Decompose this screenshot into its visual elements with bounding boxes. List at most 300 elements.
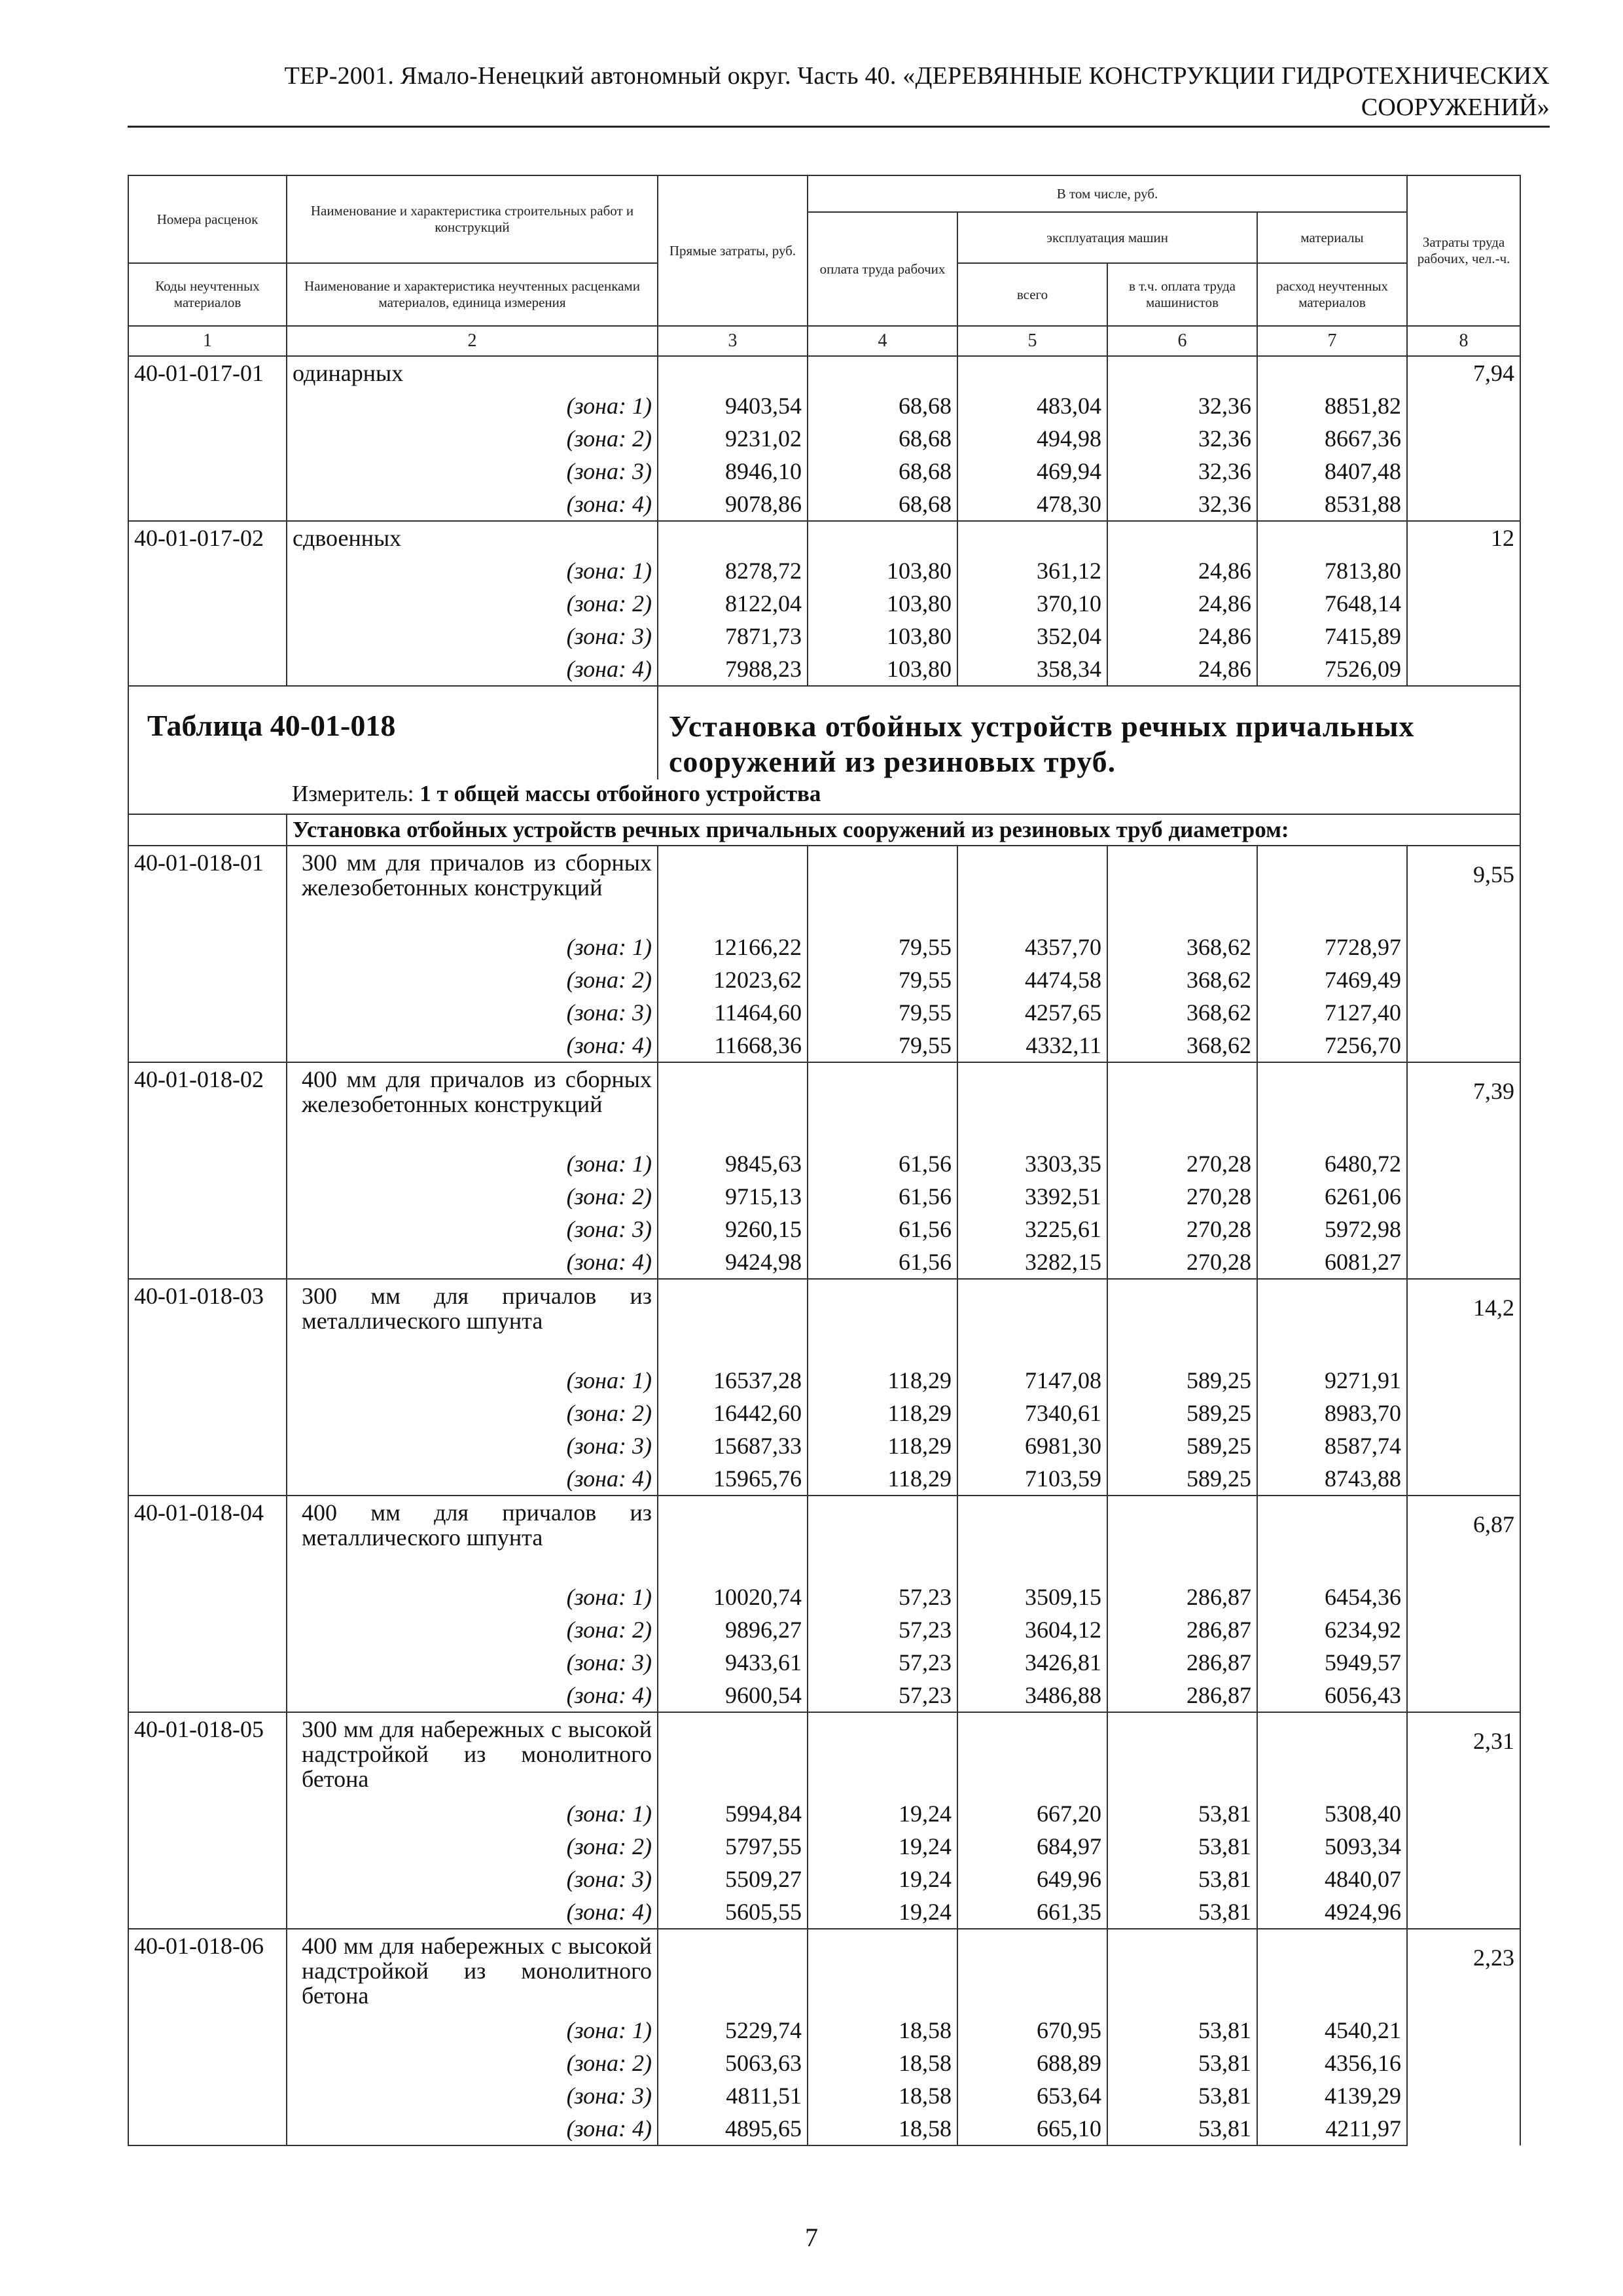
empty-cell	[808, 356, 957, 389]
wages-value: 57,23	[808, 1646, 957, 1679]
table-row	[128, 2047, 1520, 2079]
work-name-text: одинарных	[293, 360, 404, 386]
drivers-value: 368,62	[1107, 996, 1257, 1029]
empty-cell	[128, 1029, 287, 1062]
work-name-text: 300 мм для причалов из металлического шпунта	[302, 1283, 652, 1334]
zone-label: (зона: 2)	[287, 2047, 658, 2079]
rate-code: 40-01-018-05	[128, 1712, 287, 1797]
materials-value: 7728,97	[1257, 931, 1407, 963]
empty-cell	[808, 521, 957, 554]
table-row	[128, 1029, 1520, 1062]
empty-cell	[658, 1496, 808, 1581]
materials-value: 4840,07	[1257, 1863, 1407, 1895]
materials-value: 7526,09	[1257, 653, 1407, 686]
zone-label: (зона: 4)	[287, 1462, 658, 1496]
zone-label: (зона: 3)	[287, 1429, 658, 1462]
table-018-heading	[128, 686, 1520, 846]
materials-value: 5093,34	[1257, 1830, 1407, 1863]
drivers-value: 53,81	[1107, 1863, 1257, 1895]
machines-value: 649,96	[957, 1863, 1107, 1895]
wages-value: 118,29	[808, 1364, 957, 1397]
wages-value: 118,29	[808, 1429, 957, 1462]
table-row	[128, 1364, 1520, 1397]
table-row	[128, 1863, 1520, 1895]
zone-label: (зона: 3)	[287, 620, 658, 653]
table-row	[128, 963, 1520, 996]
table-row	[128, 1797, 1520, 1830]
wages-value: 57,23	[808, 1581, 957, 1613]
table-header	[128, 175, 1520, 356]
zone-label: (зона: 4)	[287, 1029, 658, 1062]
direct-costs-value: 7871,73	[658, 620, 808, 653]
machines-value: 3303,35	[957, 1147, 1107, 1180]
rate-code: 40-01-017-02	[128, 521, 287, 554]
materials-value: 5949,57	[1257, 1646, 1407, 1679]
drivers-value: 32,36	[1107, 422, 1257, 455]
empty-cell	[957, 521, 1107, 554]
drivers-value: 53,81	[1107, 1895, 1257, 1929]
direct-costs-value: 15687,33	[658, 1429, 808, 1462]
empty-cell	[128, 1646, 287, 1679]
table-row	[128, 620, 1520, 653]
machines-value: 684,97	[957, 1830, 1107, 1863]
wages-value: 19,24	[808, 1797, 957, 1830]
machines-value: 469,94	[957, 455, 1107, 488]
empty-cell	[128, 931, 287, 963]
rates-table	[128, 175, 1521, 2146]
table-row	[128, 488, 1520, 521]
wages-value: 79,55	[808, 963, 957, 996]
empty-cell	[1107, 1062, 1257, 1147]
drivers-value: 53,81	[1107, 2112, 1257, 2145]
wages-value: 68,68	[808, 389, 957, 422]
empty-cell	[957, 1929, 1107, 2014]
header-machines-total: всего	[957, 263, 1107, 326]
table-number: Таблица 40-01-018	[147, 709, 396, 742]
drivers-value: 368,62	[1107, 963, 1257, 996]
column-numbers-row	[128, 326, 1520, 356]
table-row	[128, 587, 1520, 620]
direct-costs-value: 9600,54	[658, 1679, 808, 1712]
rate-code: 40-01-018-03	[128, 1279, 287, 1364]
wages-value: 61,56	[808, 1147, 957, 1180]
empty-cell	[1257, 1496, 1407, 1581]
work-name	[287, 1279, 658, 1364]
direct-costs-value: 9231,02	[658, 422, 808, 455]
direct-costs-value: 11464,60	[658, 996, 808, 1029]
drivers-value: 270,28	[1107, 1147, 1257, 1180]
empty-cell	[128, 2112, 287, 2145]
machines-value: 667,20	[957, 1797, 1107, 1830]
direct-costs-value: 4895,65	[658, 2112, 808, 2145]
wages-value: 61,56	[808, 1180, 957, 1213]
zone-label: (зона: 4)	[287, 653, 658, 686]
zone-label: (зона: 2)	[287, 963, 658, 996]
wages-value: 18,58	[808, 2047, 957, 2079]
drivers-value: 24,86	[1107, 653, 1257, 686]
machines-value: 4357,70	[957, 931, 1107, 963]
column-number: 1	[128, 326, 287, 356]
header-wages: оплата труда рабочих	[808, 212, 957, 326]
wages-value: 103,80	[808, 587, 957, 620]
column-number: 5	[957, 326, 1107, 356]
direct-costs-value: 9403,54	[658, 389, 808, 422]
zone-label: (зона: 3)	[287, 996, 658, 1029]
empty-cell	[128, 1429, 287, 1462]
zone-label: (зона: 4)	[287, 1895, 658, 1929]
zone-label: (зона: 4)	[287, 1679, 658, 1712]
table-title-line-2: сооружений из резиновых труб.	[669, 745, 1116, 778]
empty-cell	[128, 1246, 287, 1279]
machines-value: 7340,61	[957, 1397, 1107, 1429]
work-name	[287, 356, 658, 389]
materials-value: 8667,36	[1257, 422, 1407, 455]
wages-value: 57,23	[808, 1679, 957, 1712]
work-name	[287, 1929, 658, 2014]
empty-cell	[957, 846, 1107, 931]
zone-label: (зона: 1)	[287, 1581, 658, 1613]
materials-value: 8587,74	[1257, 1429, 1407, 1462]
machines-value: 665,10	[957, 2112, 1107, 2145]
empty-cell	[128, 488, 287, 521]
machines-value: 670,95	[957, 2014, 1107, 2047]
header-material-name: Наименование и характеристика неучтенных расценками материалов, единица измерения	[287, 263, 658, 326]
materials-value: 7469,49	[1257, 963, 1407, 996]
wages-value: 118,29	[808, 1462, 957, 1496]
work-name-text: 400 мм для набережных с высокой надстройкой из монолитного бетона	[302, 1933, 652, 2009]
machines-value: 3509,15	[957, 1581, 1107, 1613]
empty-cell	[128, 1581, 287, 1613]
header-direct-costs: Прямые затраты, руб.	[658, 175, 808, 326]
direct-costs-value: 12023,62	[658, 963, 808, 996]
materials-value: 5308,40	[1257, 1797, 1407, 1830]
column-number: 6	[1107, 326, 1257, 356]
materials-value: 6234,92	[1257, 1613, 1407, 1646]
direct-costs-value: 12166,22	[658, 931, 808, 963]
empty-cell	[128, 2079, 287, 2112]
machines-value: 7103,59	[957, 1462, 1107, 1496]
empty-cell	[658, 1712, 808, 1797]
machines-value: 494,98	[957, 422, 1107, 455]
machines-value: 4474,58	[957, 963, 1107, 996]
empty-cell	[128, 1679, 287, 1712]
rate-code: 40-01-017-01	[128, 356, 287, 389]
direct-costs-value: 5797,55	[658, 1830, 808, 1863]
table-row	[128, 1180, 1520, 1213]
wages-value: 79,55	[808, 1029, 957, 1062]
labor-cost: 7,94	[1407, 356, 1520, 521]
empty-cell	[808, 1279, 957, 1364]
empty-cell	[658, 356, 808, 389]
zone-label: (зона: 1)	[287, 1147, 658, 1180]
drivers-value: 286,87	[1107, 1613, 1257, 1646]
empty-cell	[808, 1929, 957, 2014]
materials-value: 8743,88	[1257, 1462, 1407, 1496]
empty-cell	[128, 2047, 287, 2079]
column-number: 3	[658, 326, 808, 356]
zone-label: (зона: 2)	[287, 1397, 658, 1429]
wages-value: 68,68	[808, 455, 957, 488]
drivers-value: 24,86	[1107, 554, 1257, 587]
wages-value: 61,56	[808, 1246, 957, 1279]
meter-row	[128, 780, 1520, 814]
drivers-value: 24,86	[1107, 587, 1257, 620]
wages-value: 18,58	[808, 2079, 957, 2112]
materials-value: 8407,48	[1257, 455, 1407, 488]
zone-label: (зона: 4)	[287, 1246, 658, 1279]
empty-cell	[128, 1895, 287, 1929]
rate-code: 40-01-018-06	[128, 1929, 287, 2014]
wages-value: 79,55	[808, 931, 957, 963]
machines-value: 3225,61	[957, 1213, 1107, 1246]
work-name	[287, 521, 658, 554]
work-name	[287, 1062, 658, 1147]
wages-value: 19,24	[808, 1863, 957, 1895]
empty-cell	[658, 1279, 808, 1364]
zone-label: (зона: 2)	[287, 1830, 658, 1863]
work-name-text: 300 мм для причалов из сборных железобетонных конструкций	[302, 850, 652, 901]
machines-value: 352,04	[957, 620, 1107, 653]
empty-cell	[1107, 1929, 1257, 2014]
materials-value: 8851,82	[1257, 389, 1407, 422]
group-title: Установка отбойных устройств речных причальных сооружений из резиновых труб диаметром:	[287, 814, 1520, 846]
wages-value: 79,55	[808, 996, 957, 1029]
machines-value: 361,12	[957, 554, 1107, 587]
empty-cell	[128, 653, 287, 686]
zone-label: (зона: 1)	[287, 389, 658, 422]
running-header-line-1: ТЕР-2001. Ямало-Ненецкий автономный округ. Часть 40. «ДЕРЕВЯННЫЕ КОНСТРУКЦИИ ГИДРОТЕХНИЧЕСКИХ	[284, 62, 1550, 90]
zone-label: (зона: 3)	[287, 1213, 658, 1246]
empty-cell	[1257, 1929, 1407, 2014]
drivers-value: 286,87	[1107, 1581, 1257, 1613]
wages-value: 19,24	[808, 1895, 957, 1929]
work-name	[287, 1496, 658, 1581]
empty-cell	[1257, 1712, 1407, 1797]
materials-value: 4540,21	[1257, 2014, 1407, 2047]
machines-value: 688,89	[957, 2047, 1107, 2079]
direct-costs-value: 9424,98	[658, 1246, 808, 1279]
machines-value: 4257,65	[957, 996, 1107, 1029]
materials-value: 5972,98	[1257, 1213, 1407, 1246]
work-name-text: 300 мм для набережных с высокой надстройкой из монолитного бетона	[302, 1716, 652, 1792]
table-row	[128, 1397, 1520, 1429]
empty-cell	[128, 455, 287, 488]
column-number: 4	[808, 326, 957, 356]
empty-cell	[957, 356, 1107, 389]
machines-value: 661,35	[957, 1895, 1107, 1929]
wages-value: 103,80	[808, 554, 957, 587]
wages-value: 103,80	[808, 653, 957, 686]
table-row	[128, 521, 1520, 554]
table-row	[128, 1496, 1520, 1581]
machines-value: 483,04	[957, 389, 1107, 422]
empty-cell	[128, 2014, 287, 2047]
drivers-value: 589,25	[1107, 1364, 1257, 1397]
drivers-value: 286,87	[1107, 1646, 1257, 1679]
zone-label: (зона: 1)	[287, 1797, 658, 1830]
materials-value: 7813,80	[1257, 554, 1407, 587]
machines-value: 653,64	[957, 2079, 1107, 2112]
empty-cell	[957, 1496, 1107, 1581]
direct-costs-value: 16537,28	[658, 1364, 808, 1397]
materials-value: 7127,40	[1257, 996, 1407, 1029]
materials-value: 7415,89	[1257, 620, 1407, 653]
table-row	[128, 1712, 1520, 1797]
table-row	[128, 1279, 1520, 1364]
direct-costs-value: 11668,36	[658, 1029, 808, 1062]
empty-cell	[128, 422, 287, 455]
drivers-value: 589,25	[1107, 1397, 1257, 1429]
empty-cell	[808, 1496, 957, 1581]
empty-cell	[808, 1712, 957, 1797]
work-name-text: 400 мм для причалов из металлического шпунта	[302, 1499, 652, 1551]
drivers-value: 32,36	[1107, 488, 1257, 521]
header-machines: эксплуатация машин	[957, 212, 1257, 263]
direct-costs-value: 8122,04	[658, 587, 808, 620]
table-body-017	[128, 356, 1520, 686]
empty-cell	[128, 1364, 287, 1397]
drivers-value: 368,62	[1107, 931, 1257, 963]
direct-costs-value: 9433,61	[658, 1646, 808, 1679]
machines-value: 3282,15	[957, 1246, 1107, 1279]
materials-value: 4356,16	[1257, 2047, 1407, 2079]
empty-cell	[957, 1062, 1107, 1147]
empty-cell	[128, 1830, 287, 1863]
materials-value: 6056,43	[1257, 1679, 1407, 1712]
wages-value: 19,24	[808, 1830, 957, 1863]
labor-cost: 9,55	[1407, 846, 1520, 1062]
materials-value: 7648,14	[1257, 587, 1407, 620]
rate-code: 40-01-018-02	[128, 1062, 287, 1147]
header-including: В том числе, руб.	[808, 175, 1407, 212]
materials-value: 8983,70	[1257, 1397, 1407, 1429]
direct-costs-value: 9260,15	[658, 1213, 808, 1246]
direct-costs-value: 5994,84	[658, 1797, 808, 1830]
drivers-value: 589,25	[1107, 1462, 1257, 1496]
table-row	[128, 1462, 1520, 1496]
header-rule	[128, 126, 1550, 128]
table-row	[128, 422, 1520, 455]
table-row	[128, 1147, 1520, 1180]
direct-costs-value: 4811,51	[658, 2079, 808, 2112]
materials-value: 4211,97	[1257, 2112, 1407, 2145]
header-materials: материалы	[1257, 212, 1407, 263]
direct-costs-value: 9715,13	[658, 1180, 808, 1213]
zone-label: (зона: 2)	[287, 587, 658, 620]
empty-cell	[128, 1180, 287, 1213]
empty-cell	[128, 996, 287, 1029]
empty-cell	[1107, 356, 1257, 389]
materials-value: 4924,96	[1257, 1895, 1407, 1929]
work-name-text: 400 мм для причалов из сборных железобетонных конструкций	[302, 1066, 652, 1117]
table-row	[128, 1679, 1520, 1712]
machines-value: 478,30	[957, 488, 1107, 521]
empty-cell	[1257, 521, 1407, 554]
machines-value: 3604,12	[957, 1613, 1107, 1646]
materials-value: 8531,88	[1257, 488, 1407, 521]
empty-cell	[128, 1213, 287, 1246]
drivers-value: 53,81	[1107, 1830, 1257, 1863]
empty-cell	[658, 1062, 808, 1147]
wages-value: 18,58	[808, 2112, 957, 2145]
materials-value: 6454,36	[1257, 1581, 1407, 1613]
table-row	[128, 1213, 1520, 1246]
machines-value: 358,34	[957, 653, 1107, 686]
table-row	[128, 1929, 1520, 2014]
table-row	[128, 996, 1520, 1029]
table-title-row	[128, 686, 1520, 780]
empty-cell	[1257, 1062, 1407, 1147]
drivers-value: 24,86	[1107, 620, 1257, 653]
wages-value: 57,23	[808, 1613, 957, 1646]
table-row	[128, 2112, 1520, 2145]
empty-cell	[658, 1929, 808, 2014]
empty-cell	[128, 963, 287, 996]
work-name-text: сдвоенных	[293, 525, 402, 551]
wages-value: 68,68	[808, 422, 957, 455]
table-row	[128, 356, 1520, 389]
header-rates-no: Номера расценок	[128, 175, 287, 263]
empty-cell	[128, 1147, 287, 1180]
direct-costs-value: 10020,74	[658, 1581, 808, 1613]
zone-label: (зона: 1)	[287, 931, 658, 963]
empty-cell	[1107, 521, 1257, 554]
empty-cell	[1257, 356, 1407, 389]
direct-costs-value: 9845,63	[658, 1147, 808, 1180]
zone-label: (зона: 3)	[287, 2079, 658, 2112]
meter-label: Измеритель:	[292, 781, 414, 806]
direct-costs-value: 16442,60	[658, 1397, 808, 1429]
empty-cell	[957, 1279, 1107, 1364]
empty-cell	[658, 521, 808, 554]
machines-value: 7147,08	[957, 1364, 1107, 1397]
direct-costs-value: 9896,27	[658, 1613, 808, 1646]
zone-label: (зона: 2)	[287, 422, 658, 455]
table-row	[128, 1895, 1520, 1929]
drivers-value: 32,36	[1107, 455, 1257, 488]
zone-label: (зона: 1)	[287, 1364, 658, 1397]
machines-value: 3392,51	[957, 1180, 1107, 1213]
direct-costs-value: 5229,74	[658, 2014, 808, 2047]
labor-cost: 14,2	[1407, 1279, 1520, 1496]
direct-costs-value: 5605,55	[658, 1895, 808, 1929]
column-number: 7	[1257, 326, 1407, 356]
zone-label: (зона: 1)	[287, 554, 658, 587]
table-row	[128, 2014, 1520, 2047]
empty-cell	[128, 1797, 287, 1830]
wages-value: 103,80	[808, 620, 957, 653]
empty-cell	[128, 1613, 287, 1646]
labor-cost: 2,31	[1407, 1712, 1520, 1929]
table-row	[128, 1830, 1520, 1863]
drivers-value: 270,28	[1107, 1213, 1257, 1246]
empty-cell	[128, 1863, 287, 1895]
empty-cell	[658, 846, 808, 931]
materials-value: 9271,91	[1257, 1364, 1407, 1397]
running-header	[128, 60, 1550, 123]
machines-value: 6981,30	[957, 1429, 1107, 1462]
labor-cost: 12	[1407, 521, 1520, 686]
zone-label: (зона: 4)	[287, 488, 658, 521]
table-body-018	[128, 846, 1520, 2145]
empty-cell	[808, 846, 957, 931]
zone-label: (зона: 4)	[287, 2112, 658, 2145]
empty-cell	[1107, 1279, 1257, 1364]
work-name	[287, 846, 658, 931]
zone-label: (зона: 2)	[287, 1180, 658, 1213]
direct-costs-value: 8946,10	[658, 455, 808, 488]
table-row	[128, 455, 1520, 488]
